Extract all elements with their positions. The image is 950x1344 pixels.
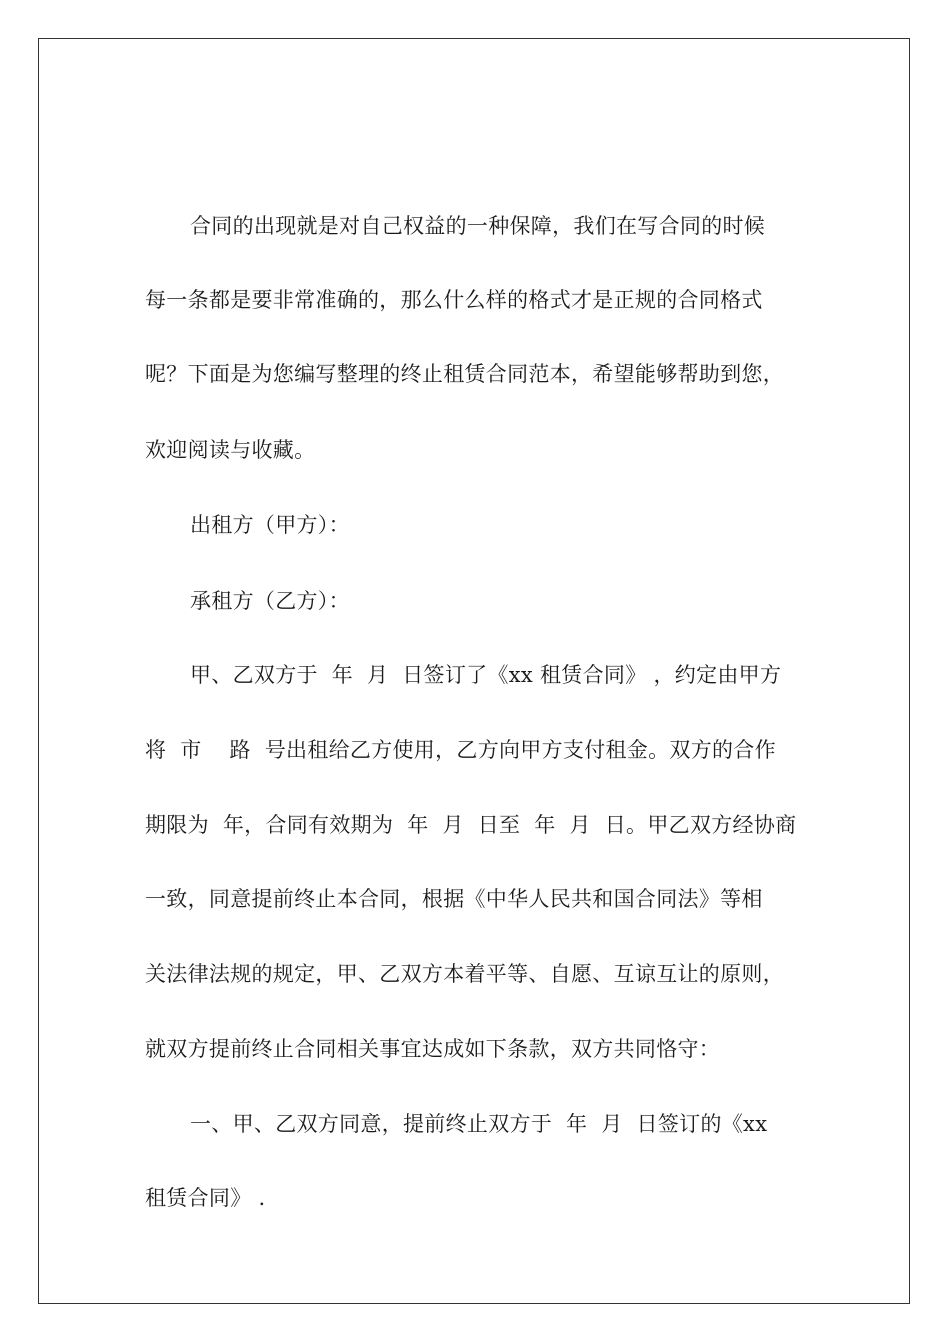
- intro-line-2: 每一条都是要非常准确的，那么什么样的格式才是正规的合同格式: [145, 288, 763, 312]
- body-line-1: 甲、乙双方于 年 月 日签订了《xx 租赁合同》 ，约定由甲方: [190, 663, 782, 687]
- body-line-4: 一致，同意提前终止本合同，根据《中华人民共和国合同法》等相: [145, 887, 763, 911]
- body-line-6: 就双方提前终止合同相关事宜达成如下条款，双方共同恪守：: [145, 1037, 721, 1061]
- intro-line-4: 欢迎阅读与收藏。: [145, 438, 316, 462]
- body-line-5: 关法律法规的规定，甲、乙双方本着平等、自愿、互谅互让的原则，: [145, 962, 784, 986]
- clause-1-line-1: 一、甲、乙双方同意，提前终止双方于 年 月 日签订的《xx: [190, 1112, 768, 1136]
- intro-line-1: 合同的出现就是对自己权益的一种保障，我们在写合同的时候: [190, 214, 766, 238]
- clause-1-line-2: 租赁合同》 .: [145, 1186, 266, 1210]
- body-line-3: 期限为 年，合同有效期为 年 月 日至 年 月 日。甲乙双方经协商: [145, 813, 797, 837]
- lessee-line: 承租方（乙方）：: [190, 589, 350, 613]
- body-line-2: 将 市 路 号出租给乙方使用，乙方向甲方支付租金。双方的合作: [145, 738, 776, 762]
- intro-line-3: 呢？下面是为您编写整理的终止租赁合同范本，希望能够帮助到您，: [145, 362, 784, 386]
- lessor-line: 出租方（甲方）：: [190, 513, 350, 537]
